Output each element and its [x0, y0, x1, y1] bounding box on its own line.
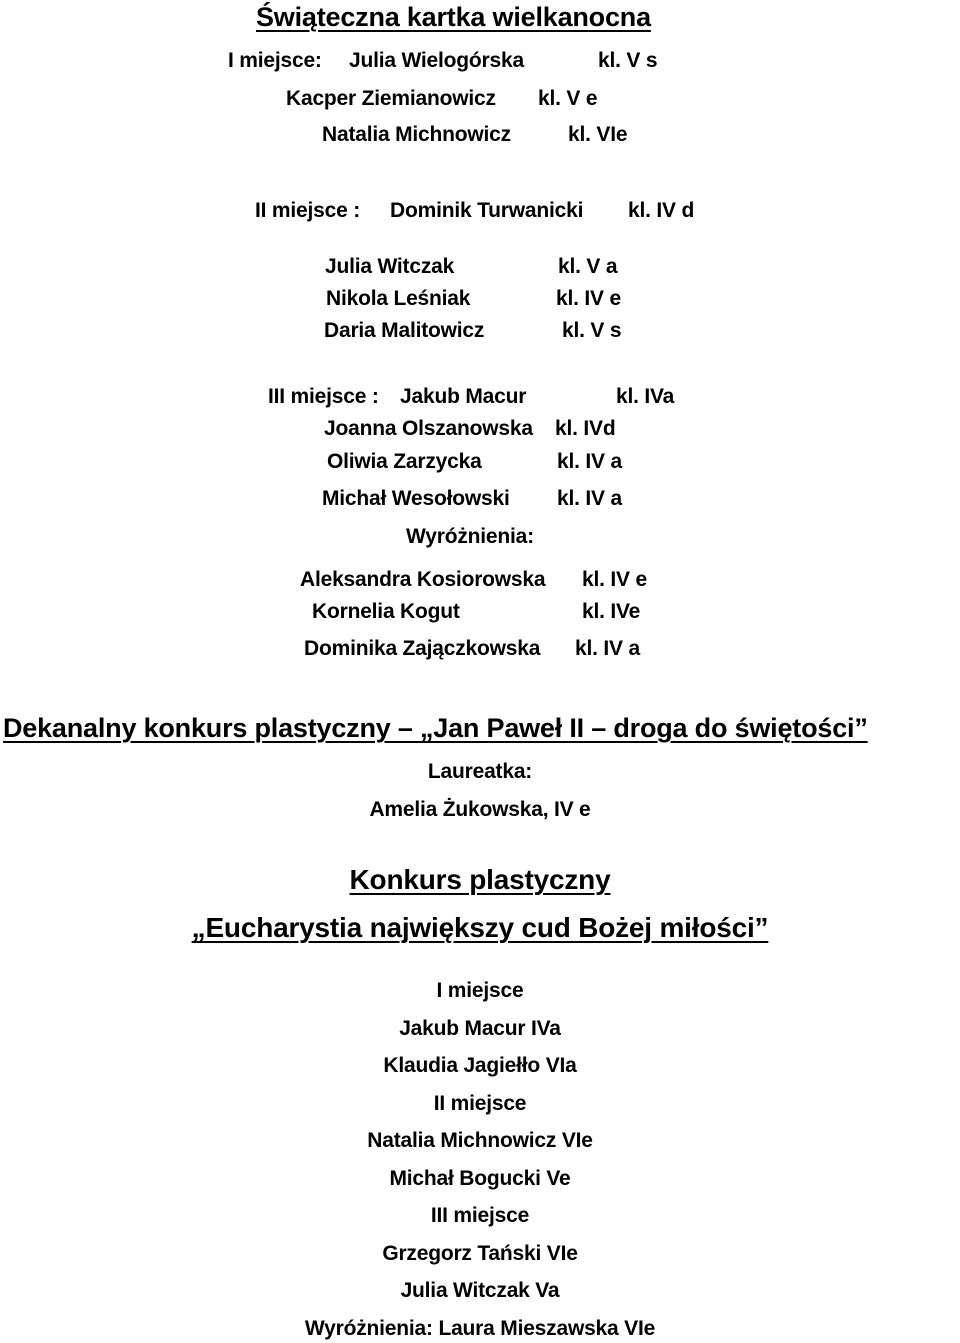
- first-place-label: I miejsce:: [228, 49, 322, 72]
- section3-title: Konkurs plastyczny: [349, 864, 611, 895]
- winner-class: kl. IVe: [582, 600, 641, 623]
- result-line: Julia Witczak Va: [400, 1279, 560, 1302]
- winner-class: kl. IVa: [616, 385, 675, 408]
- winner-class: kl. IV a: [557, 450, 622, 473]
- winner-class: kl. V s: [598, 49, 658, 72]
- winner-name: Daria Malitowicz: [324, 319, 485, 342]
- winner-name: Natalia Michnowicz: [322, 123, 511, 146]
- section1-title: Świąteczna kartka wielkanocna: [256, 2, 651, 32]
- section3-subtitle: „Eucharystia największy cud Bożej miłości”: [191, 912, 769, 943]
- honors-label: Wyróżnienia:: [406, 525, 534, 548]
- winner-class: kl. V s: [562, 319, 622, 342]
- winner-name: Dominika Zajączkowska: [304, 637, 541, 660]
- laureate-name: Amelia Żukowska, IV e: [369, 798, 591, 821]
- result-line: Klaudia Jagiełło VIa: [383, 1054, 577, 1077]
- winner-class: kl. IV e: [556, 287, 621, 310]
- winner-class: kl. V e: [538, 87, 598, 110]
- third-place-label: III miejsce :: [268, 385, 379, 408]
- winner-name: Julia Wielogórska: [349, 49, 524, 72]
- section2-title: Dekanalny konkurs plastyczny – „Jan Paweł II – droga do świętości”: [3, 713, 868, 743]
- winner-class: kl. IV e: [582, 568, 647, 591]
- result-line: Michał Bogucki Ve: [389, 1167, 571, 1190]
- winner-name: Jakub Macur: [400, 385, 527, 408]
- winner-name: Nikola Leśniak: [326, 287, 471, 310]
- result-line: II miejsce: [433, 1092, 527, 1115]
- winner-class: kl. VIe: [568, 123, 628, 146]
- laureate-label: Laureatka:: [427, 760, 533, 783]
- winner-name: Kacper Ziemianowicz: [286, 87, 496, 110]
- winner-class: kl. V a: [558, 255, 618, 278]
- winner-class: kl. IV d: [628, 199, 695, 222]
- result-line: Jakub Macur IVa: [399, 1017, 561, 1040]
- winner-class: kl. IV a: [575, 637, 640, 660]
- result-line: Wyróżnienia: Laura Mieszawska VIe: [304, 1317, 656, 1340]
- winner-name: Michał Wesołowski: [322, 487, 510, 510]
- winner-name: Oliwia Zarzycka: [327, 450, 482, 473]
- winner-name: Julia Witczak: [325, 255, 455, 278]
- result-line: Grzegorz Tański VIe: [382, 1242, 578, 1265]
- result-line: III miejsce: [430, 1204, 530, 1227]
- second-place-label: II miejsce :: [255, 199, 360, 222]
- winner-class: kl. IV a: [557, 487, 622, 510]
- winner-name: Aleksandra Kosiorowska: [300, 568, 546, 591]
- winner-name: Joanna Olszanowska: [324, 417, 533, 440]
- result-line: I miejsce: [436, 979, 524, 1002]
- result-line: Natalia Michnowicz VIe: [367, 1129, 593, 1152]
- winner-name: Dominik Turwanicki: [390, 199, 584, 222]
- winner-name: Kornelia Kogut: [312, 600, 460, 623]
- winner-class: kl. IVd: [555, 417, 616, 440]
